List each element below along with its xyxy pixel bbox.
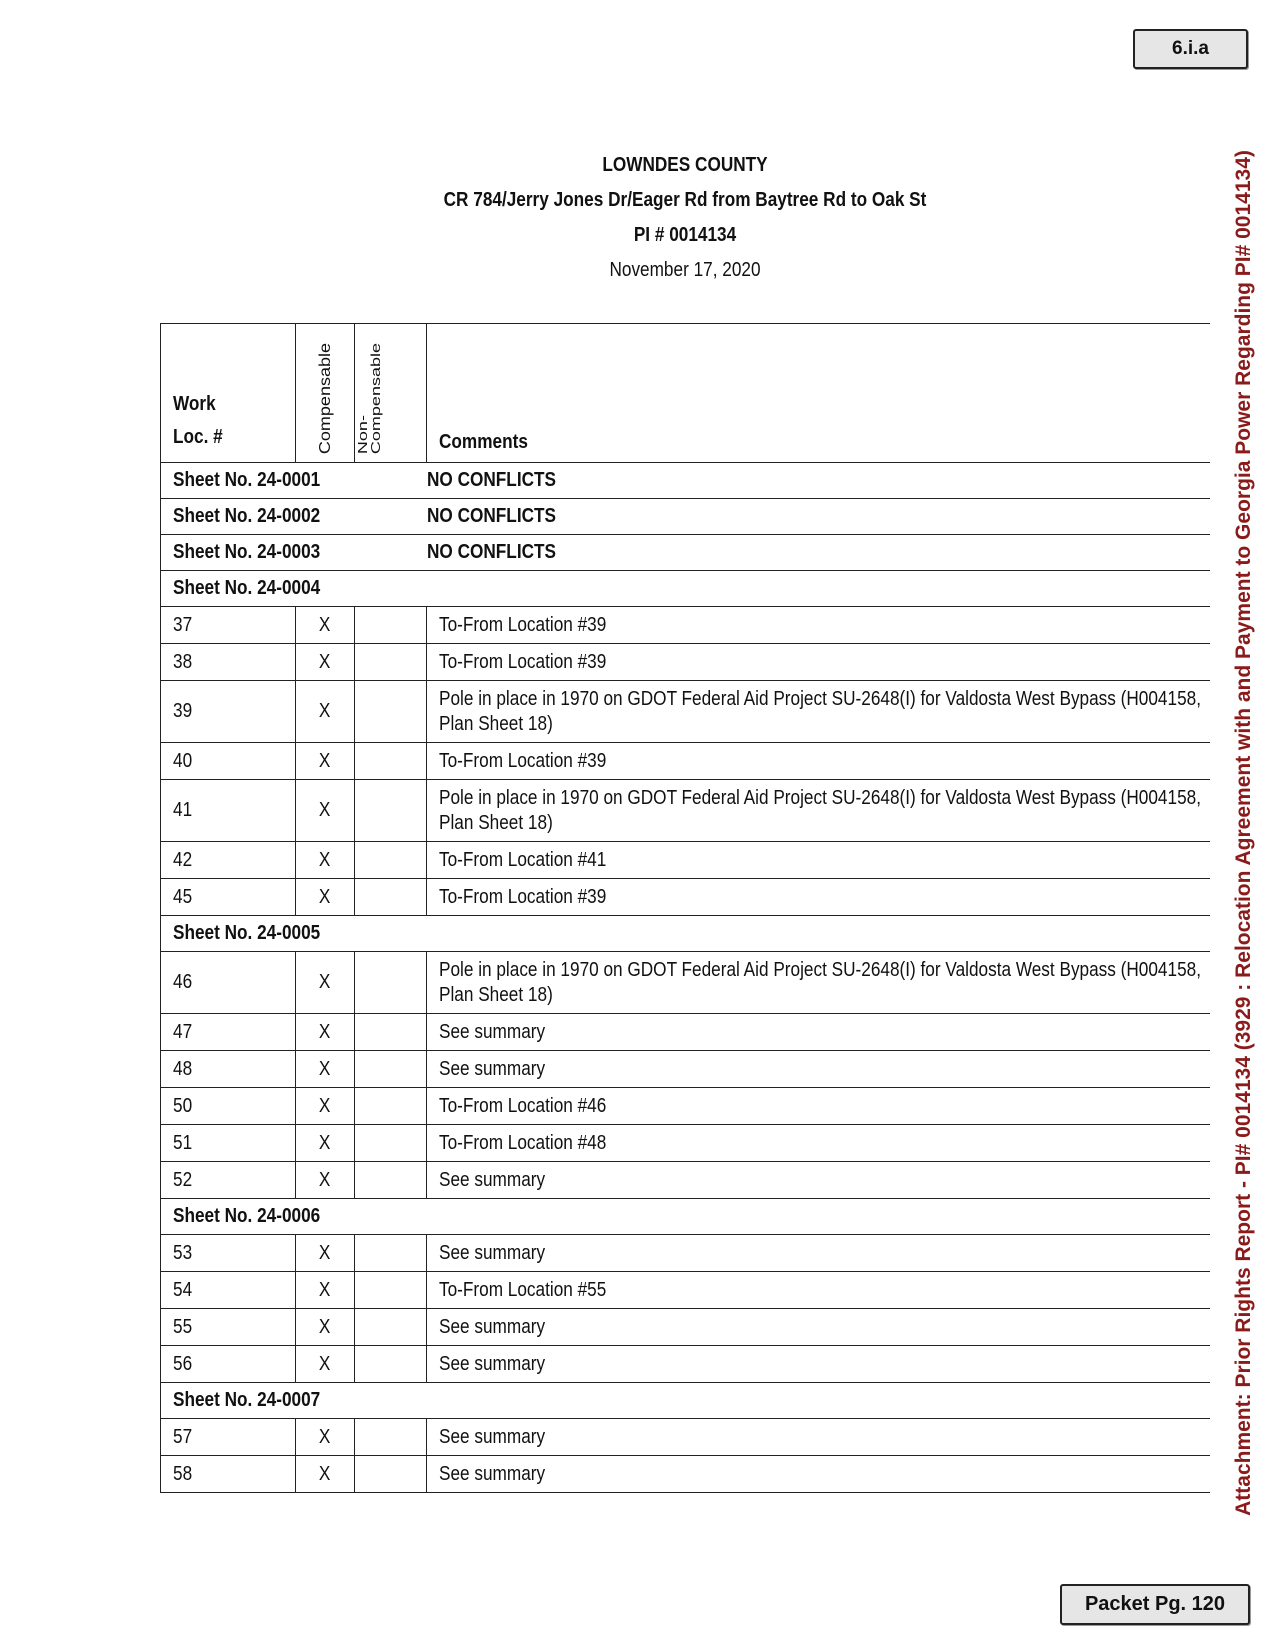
comments-header: [427, 324, 1211, 463]
compensable-cell: X: [296, 1346, 355, 1383]
comment-cell: See summary: [427, 1419, 1211, 1456]
work-loc-header-line1: Work: [173, 393, 216, 415]
document-tag: 6.i.a: [1133, 29, 1248, 69]
pi-number: PI # 0014134: [633, 224, 737, 246]
compensable-cell: X: [296, 1456, 355, 1493]
table-row: [161, 1235, 1211, 1272]
table-row: [161, 681, 1211, 743]
loc-cell: 55: [161, 1309, 296, 1346]
table-header-row: [161, 324, 1211, 463]
loc-cell: 42: [161, 842, 296, 879]
compensable-cell: X: [296, 644, 355, 681]
table-row: [161, 1456, 1211, 1493]
non-compensable-cell: [355, 842, 427, 879]
compensable-cell: X: [296, 1235, 355, 1272]
comment-cell: See summary: [427, 1051, 1211, 1088]
compensable-cell: X: [296, 842, 355, 879]
loc-cell: 39: [161, 681, 296, 743]
compensable-cell: X: [296, 952, 355, 1014]
sheet-label: Sheet No. 24-0001: [161, 463, 427, 499]
project-title: CR 784/Jerry Jones Dr/Eager Rd from Baytree Rd to Oak St: [443, 189, 927, 211]
table-row: [161, 842, 1211, 879]
loc-cell: 40: [161, 743, 296, 780]
loc-cell: 58: [161, 1456, 296, 1493]
compensable-cell: X: [296, 681, 355, 743]
compensable-cell: X: [296, 879, 355, 916]
county-title: LOWNDES COUNTY: [602, 154, 768, 176]
sheet-row: [161, 1383, 1211, 1419]
non-compensable-cell: [355, 1235, 427, 1272]
table-row: [161, 879, 1211, 916]
sheet-label: Sheet No. 24-0004: [161, 571, 1211, 607]
table-row: [161, 780, 1211, 842]
loc-cell: 56: [161, 1346, 296, 1383]
sheet-row: [161, 499, 1211, 535]
table-row: [161, 1125, 1211, 1162]
sheet-label: Sheet No. 24-0006: [161, 1199, 1211, 1235]
document-header: [160, 148, 1210, 288]
loc-cell: 51: [161, 1125, 296, 1162]
loc-cell: 57: [161, 1419, 296, 1456]
non-compensable-cell: [355, 1456, 427, 1493]
non-compensable-cell: [355, 1088, 427, 1125]
loc-cell: 48: [161, 1051, 296, 1088]
compensable-cell: X: [296, 1014, 355, 1051]
non-compensable-cell: [355, 1162, 427, 1199]
non-compensable-cell: [355, 780, 427, 842]
non-compensable-cell: [355, 743, 427, 780]
comment-cell: To-From Location #55: [427, 1272, 1211, 1309]
non-compensable-cell: [355, 1272, 427, 1309]
sheet-note: NO CONFLICTS: [427, 463, 1211, 499]
table-row: [161, 607, 1211, 644]
loc-cell: 47: [161, 1014, 296, 1051]
sheet-row: [161, 463, 1211, 499]
non-compensable-cell: [355, 681, 427, 743]
comment-cell: To-From Location #39: [427, 644, 1211, 681]
non-compensable-cell: [355, 1309, 427, 1346]
non-compensable-cell: [355, 1346, 427, 1383]
loc-cell: 37: [161, 607, 296, 644]
comments-header-label: Comments: [439, 431, 528, 453]
non-compensable-header-line2: Compensable: [368, 342, 384, 454]
loc-cell: 50: [161, 1088, 296, 1125]
non-compensable-cell: [355, 952, 427, 1014]
non-compensable-cell: [355, 1419, 427, 1456]
loc-cell: 46: [161, 952, 296, 1014]
sheet-row: [161, 535, 1211, 571]
comment-cell: See summary: [427, 1235, 1211, 1272]
comment-cell: Pole in place in 1970 on GDOT Federal Aid Project SU-2648(I) for Valdosta West Bypass (H004158, Plan Sheet 18): [427, 952, 1211, 1014]
table-row: [161, 743, 1211, 780]
table-row: [161, 1051, 1211, 1088]
loc-cell: 45: [161, 879, 296, 916]
table-row: [161, 952, 1211, 1014]
non-compensable-cell: [355, 1125, 427, 1162]
report-date: November 17, 2020: [609, 259, 761, 281]
comment-cell: Pole in place in 1970 on GDOT Federal Aid Project SU-2648(I) for Valdosta West Bypass (H004158, Plan Sheet 18): [427, 780, 1211, 842]
loc-cell: 54: [161, 1272, 296, 1309]
table-row: [161, 1419, 1211, 1456]
comment-cell: To-From Location #39: [427, 743, 1211, 780]
table-row: [161, 1346, 1211, 1383]
comment-cell: To-From Location #46: [427, 1088, 1211, 1125]
loc-cell: 53: [161, 1235, 296, 1272]
compensable-cell: X: [296, 1272, 355, 1309]
sheet-row: [161, 571, 1211, 607]
compensable-header: [296, 324, 355, 463]
loc-cell: 41: [161, 780, 296, 842]
compensable-header-label: Compensable: [316, 342, 334, 454]
sheet-note: NO CONFLICTS: [427, 535, 1211, 571]
compensable-cell: X: [296, 1051, 355, 1088]
compensable-cell: X: [296, 743, 355, 780]
sheet-row: [161, 916, 1211, 952]
comment-cell: See summary: [427, 1346, 1211, 1383]
table-row: [161, 1272, 1211, 1309]
sheet-label: Sheet No. 24-0005: [161, 916, 1211, 952]
compensable-cell: X: [296, 1125, 355, 1162]
prior-rights-table: [160, 323, 1210, 1493]
compensable-cell: X: [296, 607, 355, 644]
comment-cell: Pole in place in 1970 on GDOT Federal Aid Project SU-2648(I) for Valdosta West Bypass (H004158, Plan Sheet 18): [427, 681, 1211, 743]
comment-cell: To-From Location #39: [427, 879, 1211, 916]
non-compensable-cell: [355, 644, 427, 681]
comment-cell: To-From Location #41: [427, 842, 1211, 879]
comment-cell: To-From Location #48: [427, 1125, 1211, 1162]
non-compensable-header: [355, 324, 427, 463]
attachment-side-note: Attachment: Prior Rights Report - PI# 0014134 (3929 : Relocation Agreement with and Payment to Georgia Power Regarding PI# 0014134): [1232, 150, 1255, 1516]
comment-cell: See summary: [427, 1456, 1211, 1493]
sheet-label: Sheet No. 24-0003: [161, 535, 427, 571]
sheet-note: NO CONFLICTS: [427, 499, 1211, 535]
sheet-row: [161, 1199, 1211, 1235]
work-loc-header: [161, 324, 296, 463]
non-compensable-header-line1: Non-: [354, 414, 370, 454]
sheet-label: Sheet No. 24-0007: [161, 1383, 1211, 1419]
non-compensable-cell: [355, 879, 427, 916]
table-row: [161, 1309, 1211, 1346]
comment-cell: See summary: [427, 1309, 1211, 1346]
compensable-cell: X: [296, 1309, 355, 1346]
table-row: [161, 1014, 1211, 1051]
table-row: [161, 1088, 1211, 1125]
comment-cell: See summary: [427, 1162, 1211, 1199]
table-row: [161, 644, 1211, 681]
compensable-cell: X: [296, 1162, 355, 1199]
non-compensable-cell: [355, 607, 427, 644]
packet-page-label: Packet Pg. 120: [1060, 1584, 1250, 1625]
comment-cell: See summary: [427, 1014, 1211, 1051]
loc-cell: 52: [161, 1162, 296, 1199]
work-loc-header-line2: Loc. #: [173, 426, 223, 448]
loc-cell: 38: [161, 644, 296, 681]
table-row: [161, 1162, 1211, 1199]
compensable-cell: X: [296, 1088, 355, 1125]
compensable-cell: X: [296, 780, 355, 842]
sheet-label: Sheet No. 24-0002: [161, 499, 427, 535]
compensable-cell: X: [296, 1419, 355, 1456]
non-compensable-cell: [355, 1014, 427, 1051]
non-compensable-cell: [355, 1051, 427, 1088]
comment-cell: To-From Location #39: [427, 607, 1211, 644]
